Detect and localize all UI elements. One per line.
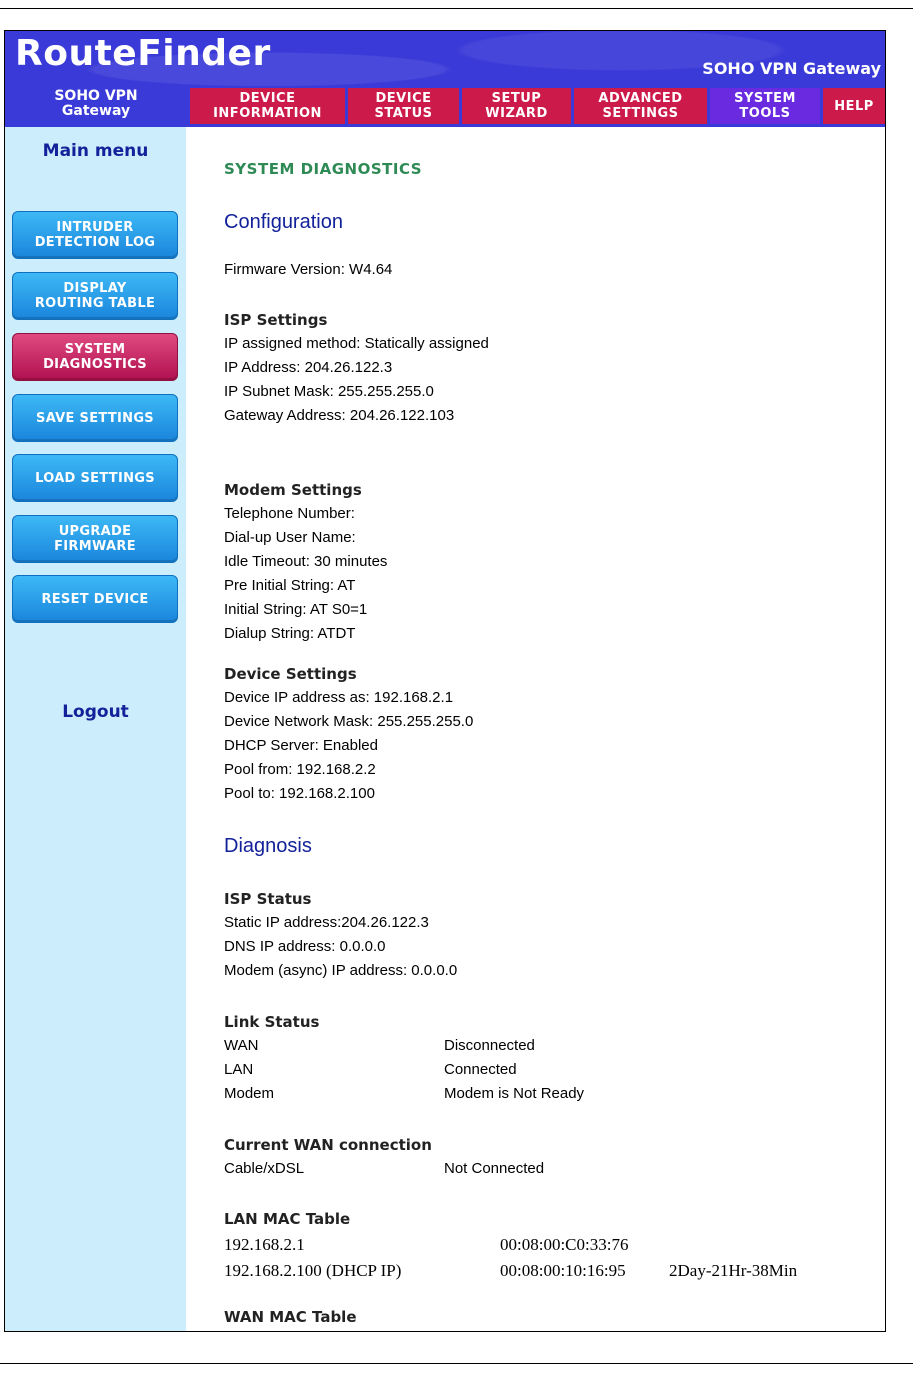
isp-status-line: Static IP address:204.26.122.3 <box>224 914 429 931</box>
modem-setting-line: Initial String: AT S0=1 <box>224 601 368 618</box>
isp-setting-line: IP Address: 204.26.122.3 <box>224 359 393 376</box>
button-label-line1: SYSTEM <box>64 342 126 357</box>
modem-setting-line: Dialup String: ATDT <box>224 625 356 642</box>
current-wan-heading: Current WAN connection <box>224 1136 432 1154</box>
button-label: SAVE SETTINGS <box>36 410 154 426</box>
link-status-value: Disconnected <box>444 1037 535 1054</box>
sidebar <box>5 127 186 1331</box>
device-setting-line: Pool from: 192.168.2.2 <box>224 761 376 778</box>
device-setting-line: Pool to: 192.168.2.100 <box>224 785 375 802</box>
button-label-line1: DISPLAY <box>63 281 127 296</box>
browser-frame <box>4 30 886 1332</box>
page-title: SYSTEM DIAGNOSTICS <box>224 160 423 178</box>
nav-system-tools[interactable] <box>710 88 820 124</box>
header-tagline: SOHO VPN Gateway <box>702 59 881 78</box>
isp-setting-line: IP Subnet Mask: 255.255.255.0 <box>224 383 434 400</box>
save-settings-button[interactable] <box>12 394 178 442</box>
nav-device-information[interactable] <box>190 88 345 124</box>
logo-subtitle-line2: Gateway <box>61 103 131 119</box>
page-top-rule <box>0 8 913 9</box>
link-status-heading: Link Status <box>224 1013 320 1031</box>
nav-label-line2: TOOLS <box>739 106 791 121</box>
isp-status-line: DNS IP address: 0.0.0.0 <box>224 938 386 955</box>
device-setting-line: Device IP address as: 192.168.2.1 <box>224 689 454 706</box>
logo-subtitle <box>21 89 171 119</box>
nav-setup-wizard[interactable] <box>462 88 571 124</box>
nav-label-line1: SETUP <box>491 91 542 106</box>
nav-device-status[interactable] <box>348 88 459 124</box>
current-wan-name: Cable/xDSL <box>224 1160 305 1177</box>
diagnosis-heading: Diagnosis <box>224 835 312 857</box>
button-label-line1: INTRUDER <box>56 220 134 235</box>
lan-mac-lease: 2Day-21Hr-38Min <box>669 1261 798 1280</box>
lan-mac-table-heading: LAN MAC Table <box>224 1210 351 1228</box>
nav-label-line1: DEVICE <box>239 91 296 106</box>
link-status-value: Modem is Not Ready <box>444 1085 585 1102</box>
nav-advanced-settings[interactable] <box>574 88 707 124</box>
button-label: LOAD SETTINGS <box>35 470 155 486</box>
nav-label-line2: INFORMATION <box>213 106 322 121</box>
firmware-version: Firmware Version: W4.64 <box>224 261 393 278</box>
modem-setting-line: Dial-up User Name: <box>224 529 356 546</box>
system-diagnostics-button[interactable] <box>12 333 178 381</box>
routefinder-logo[interactable]: RouteFinder <box>15 33 271 74</box>
link-status-name: Modem <box>224 1085 275 1102</box>
display-routing-table-button[interactable] <box>12 272 178 320</box>
button-label-line2: DIAGNOSTICS <box>43 357 147 372</box>
isp-setting-line: Gateway Address: 204.26.122.103 <box>224 407 455 424</box>
modem-setting-line: Idle Timeout: 30 minutes <box>224 553 388 570</box>
nav-label-line2: WIZARD <box>485 106 548 121</box>
wan-mac-table-heading: WAN MAC Table <box>224 1308 357 1326</box>
intruder-detection-log-button[interactable] <box>12 211 178 259</box>
nav-label-line2: SETTINGS <box>602 106 679 121</box>
button-label-line2: FIRMWARE <box>54 539 136 554</box>
device-setting-line: DHCP Server: Enabled <box>224 737 378 754</box>
page-bottom-rule <box>0 1363 913 1364</box>
isp-settings-heading: ISP Settings <box>224 311 328 329</box>
button-label-line2: ROUTING TABLE <box>34 296 156 311</box>
lan-mac-ip: 192.168.2.100 (DHCP IP) <box>224 1261 402 1280</box>
isp-setting-line: IP assigned method: Statically assigned <box>224 335 489 352</box>
link-status-name: LAN <box>224 1061 254 1078</box>
lan-mac-address: 00:08:00:C0:33:76 <box>500 1235 629 1254</box>
configuration-heading: Configuration <box>224 211 343 233</box>
link-status-value: Connected <box>444 1061 517 1078</box>
reset-device-button[interactable] <box>12 575 178 623</box>
isp-status-heading: ISP Status <box>224 890 312 908</box>
upgrade-firmware-button[interactable] <box>12 515 178 563</box>
nav-label-line1: HELP <box>834 98 874 114</box>
logout-link[interactable]: Logout <box>62 702 129 722</box>
nav-label-line1: DEVICE <box>375 91 432 106</box>
current-wan-value: Not Connected <box>444 1160 545 1177</box>
button-label: RESET DEVICE <box>41 591 149 607</box>
device-settings-heading: Device Settings <box>224 665 357 683</box>
link-status-name: WAN <box>224 1037 259 1054</box>
modem-setting-line: Telephone Number: <box>224 505 355 522</box>
button-label-line1: UPGRADE <box>58 524 132 539</box>
nav-label-line1: SYSTEM <box>734 91 796 106</box>
nav-help[interactable] <box>823 88 885 124</box>
main-menu-title: Main menu <box>42 141 149 161</box>
isp-status-line: Modem (async) IP address: 0.0.0.0 <box>224 962 458 979</box>
nav-label-line2: STATUS <box>374 106 433 121</box>
lan-mac-ip: 192.168.2.1 <box>224 1235 305 1254</box>
lan-mac-address: 00:08:00:10:16:95 <box>500 1261 626 1280</box>
modem-settings-heading: Modem Settings <box>224 481 362 499</box>
logo-subtitle-line1: SOHO VPN <box>54 88 138 104</box>
header-banner <box>5 31 885 127</box>
button-label-line2: DETECTION LOG <box>34 235 156 250</box>
device-setting-line: Device Network Mask: 255.255.255.0 <box>224 713 474 730</box>
modem-setting-line: Pre Initial String: AT <box>224 577 356 594</box>
load-settings-button[interactable] <box>12 454 178 502</box>
nav-label-line1: ADVANCED <box>598 91 683 106</box>
